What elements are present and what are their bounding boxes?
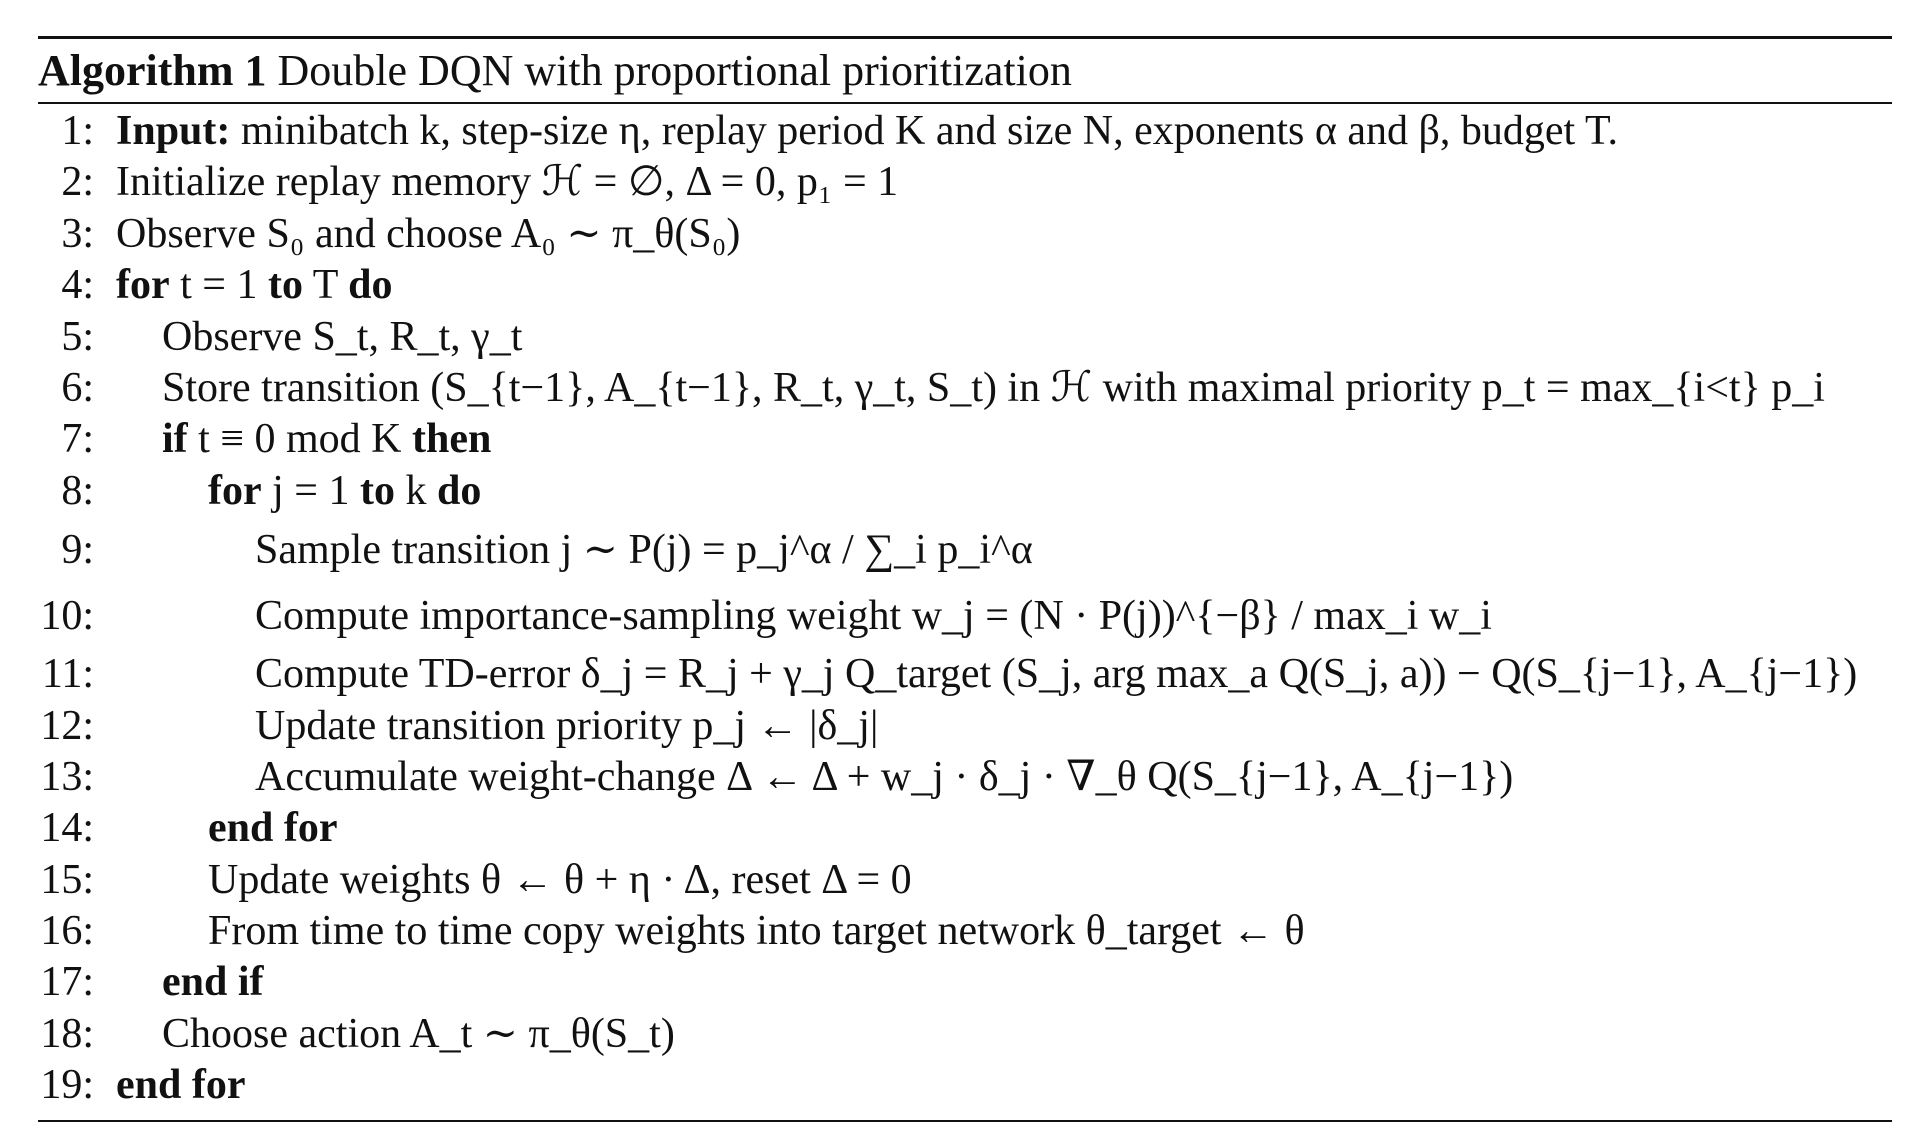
line-body (116, 1009, 675, 1060)
algorithm-line (38, 312, 1892, 363)
algorithm-line (38, 466, 1892, 517)
line-text: From time to time copy weights into target network θ_target ← θ (208, 908, 1305, 955)
line-text: minibatch k, step-size η, replay period K and size N, exponents α and β, budget T. (230, 108, 1619, 154)
keyword: then (412, 416, 492, 463)
line-body (116, 312, 522, 363)
line-body (116, 260, 393, 311)
keyword: if (162, 416, 188, 463)
line-text: Update weights θ ← θ + η · Δ, reset Δ = 0 (208, 856, 912, 903)
algorithm-line (38, 106, 1892, 157)
keyword: to (360, 467, 395, 514)
caption-label: Algorithm 1 (38, 46, 267, 95)
keyword: end for (116, 1062, 246, 1109)
algorithm-caption (38, 39, 1892, 102)
algorithm-line (38, 752, 1892, 803)
line-body (116, 157, 898, 208)
line-body (116, 106, 1618, 157)
algorithm-line (38, 363, 1892, 414)
keyword: end for (208, 805, 338, 852)
line-number: 8: (61, 467, 94, 514)
line-text: Sample transition j ∼ P(j) = p_j^α / ∑_i p_i^α (255, 527, 1033, 574)
bottom-rule (38, 1120, 1892, 1122)
keyword: for (208, 467, 262, 514)
line-body (116, 1060, 246, 1111)
keyword: do (437, 467, 482, 514)
line-text: Choose action A_t ∼ π_θ(S_t) (162, 1010, 675, 1057)
line-body (116, 209, 740, 260)
line-number: 1: (61, 108, 94, 154)
algorithm-line (38, 157, 1892, 208)
line-number: 14: (40, 805, 94, 852)
line-text: Observe S₀ and choose A₀ ∼ π_θ(S₀) (116, 210, 741, 257)
algorithm-line (38, 414, 1892, 465)
algorithm-line (38, 1009, 1892, 1060)
line-text: Accumulate weight-change Δ ← Δ + w_j · δ_j · ∇_θ Q(S_{j−1}, A_{j−1}) (255, 753, 1514, 800)
line-text: t ≡ 0 mod K (187, 416, 413, 463)
line-body (116, 701, 878, 752)
line-number: 4: (61, 262, 94, 309)
line-body (116, 414, 491, 465)
keyword: Input: (116, 108, 231, 154)
line-text: Initialize replay memory ℋ = ∅, Δ = 0, p₁ = 1 (116, 159, 899, 206)
line-number: 16: (40, 908, 94, 955)
line-text: Compute TD-error δ_j = R_j + γ_j Q_target (S_j, arg max_a Q(S_j, a)) − Q(S_{j−1}, A_{j−1}) (255, 651, 1858, 698)
keyword: to (268, 262, 303, 309)
algorithm-line (38, 583, 1892, 649)
keyword: do (348, 262, 393, 309)
line-number: 7: (61, 416, 94, 463)
line-body (116, 855, 912, 906)
algorithm-line (38, 260, 1892, 311)
line-number: 10: (40, 593, 94, 640)
keyword: end if (162, 959, 264, 1006)
algorithm-line (38, 701, 1892, 752)
algorithm-line (38, 957, 1892, 1008)
algorithm-box (38, 36, 1892, 1122)
line-number: 19: (40, 1062, 94, 1109)
line-text: Compute importance-sampling weight w_j = (N · P(j))^{−β} / max_i w_i (255, 593, 1492, 640)
line-text: Observe S_t, R_t, γ_t (162, 313, 523, 360)
line-number: 9: (61, 527, 94, 574)
algorithm-line (38, 855, 1892, 906)
caption-title: Double DQN with proportional prioritization (266, 46, 1072, 95)
line-number: 15: (40, 856, 94, 903)
line-text: t = 1 (169, 262, 268, 309)
line-text: T (303, 262, 349, 309)
line-number: 12: (40, 702, 94, 749)
line-body (116, 583, 1492, 649)
keyword: for (116, 262, 170, 309)
line-number: 2: (61, 159, 94, 206)
line-text: Update transition priority p_j ← |δ_j| (255, 702, 879, 749)
algorithm-line (38, 209, 1892, 260)
algorithm-lines (38, 104, 1892, 1112)
line-body (116, 906, 1305, 957)
line-body (116, 466, 481, 517)
algorithm-line (38, 803, 1892, 854)
line-body (116, 803, 338, 854)
line-number: 13: (40, 753, 94, 800)
line-body (116, 752, 1513, 803)
algorithm-line (38, 649, 1892, 700)
line-number: 17: (40, 959, 94, 1006)
line-number: 5: (61, 313, 94, 360)
line-body (116, 649, 1857, 700)
line-body (116, 957, 264, 1008)
line-body (116, 517, 1033, 583)
line-body (116, 363, 1825, 414)
line-number: 18: (40, 1010, 94, 1057)
line-number: 11: (41, 651, 94, 698)
line-number: 3: (61, 210, 94, 257)
algorithm-line (38, 906, 1892, 957)
line-text: k (395, 467, 437, 514)
algorithm-line (38, 517, 1892, 583)
line-text: Store transition (S_{t−1}, A_{t−1}, R_t, γ_t, S_t) in ℋ with maximal priority p_t = max_{i<t} p_i (162, 364, 1825, 411)
algorithm-line (38, 1060, 1892, 1111)
line-text: j = 1 (261, 467, 360, 514)
line-number: 6: (61, 364, 94, 411)
